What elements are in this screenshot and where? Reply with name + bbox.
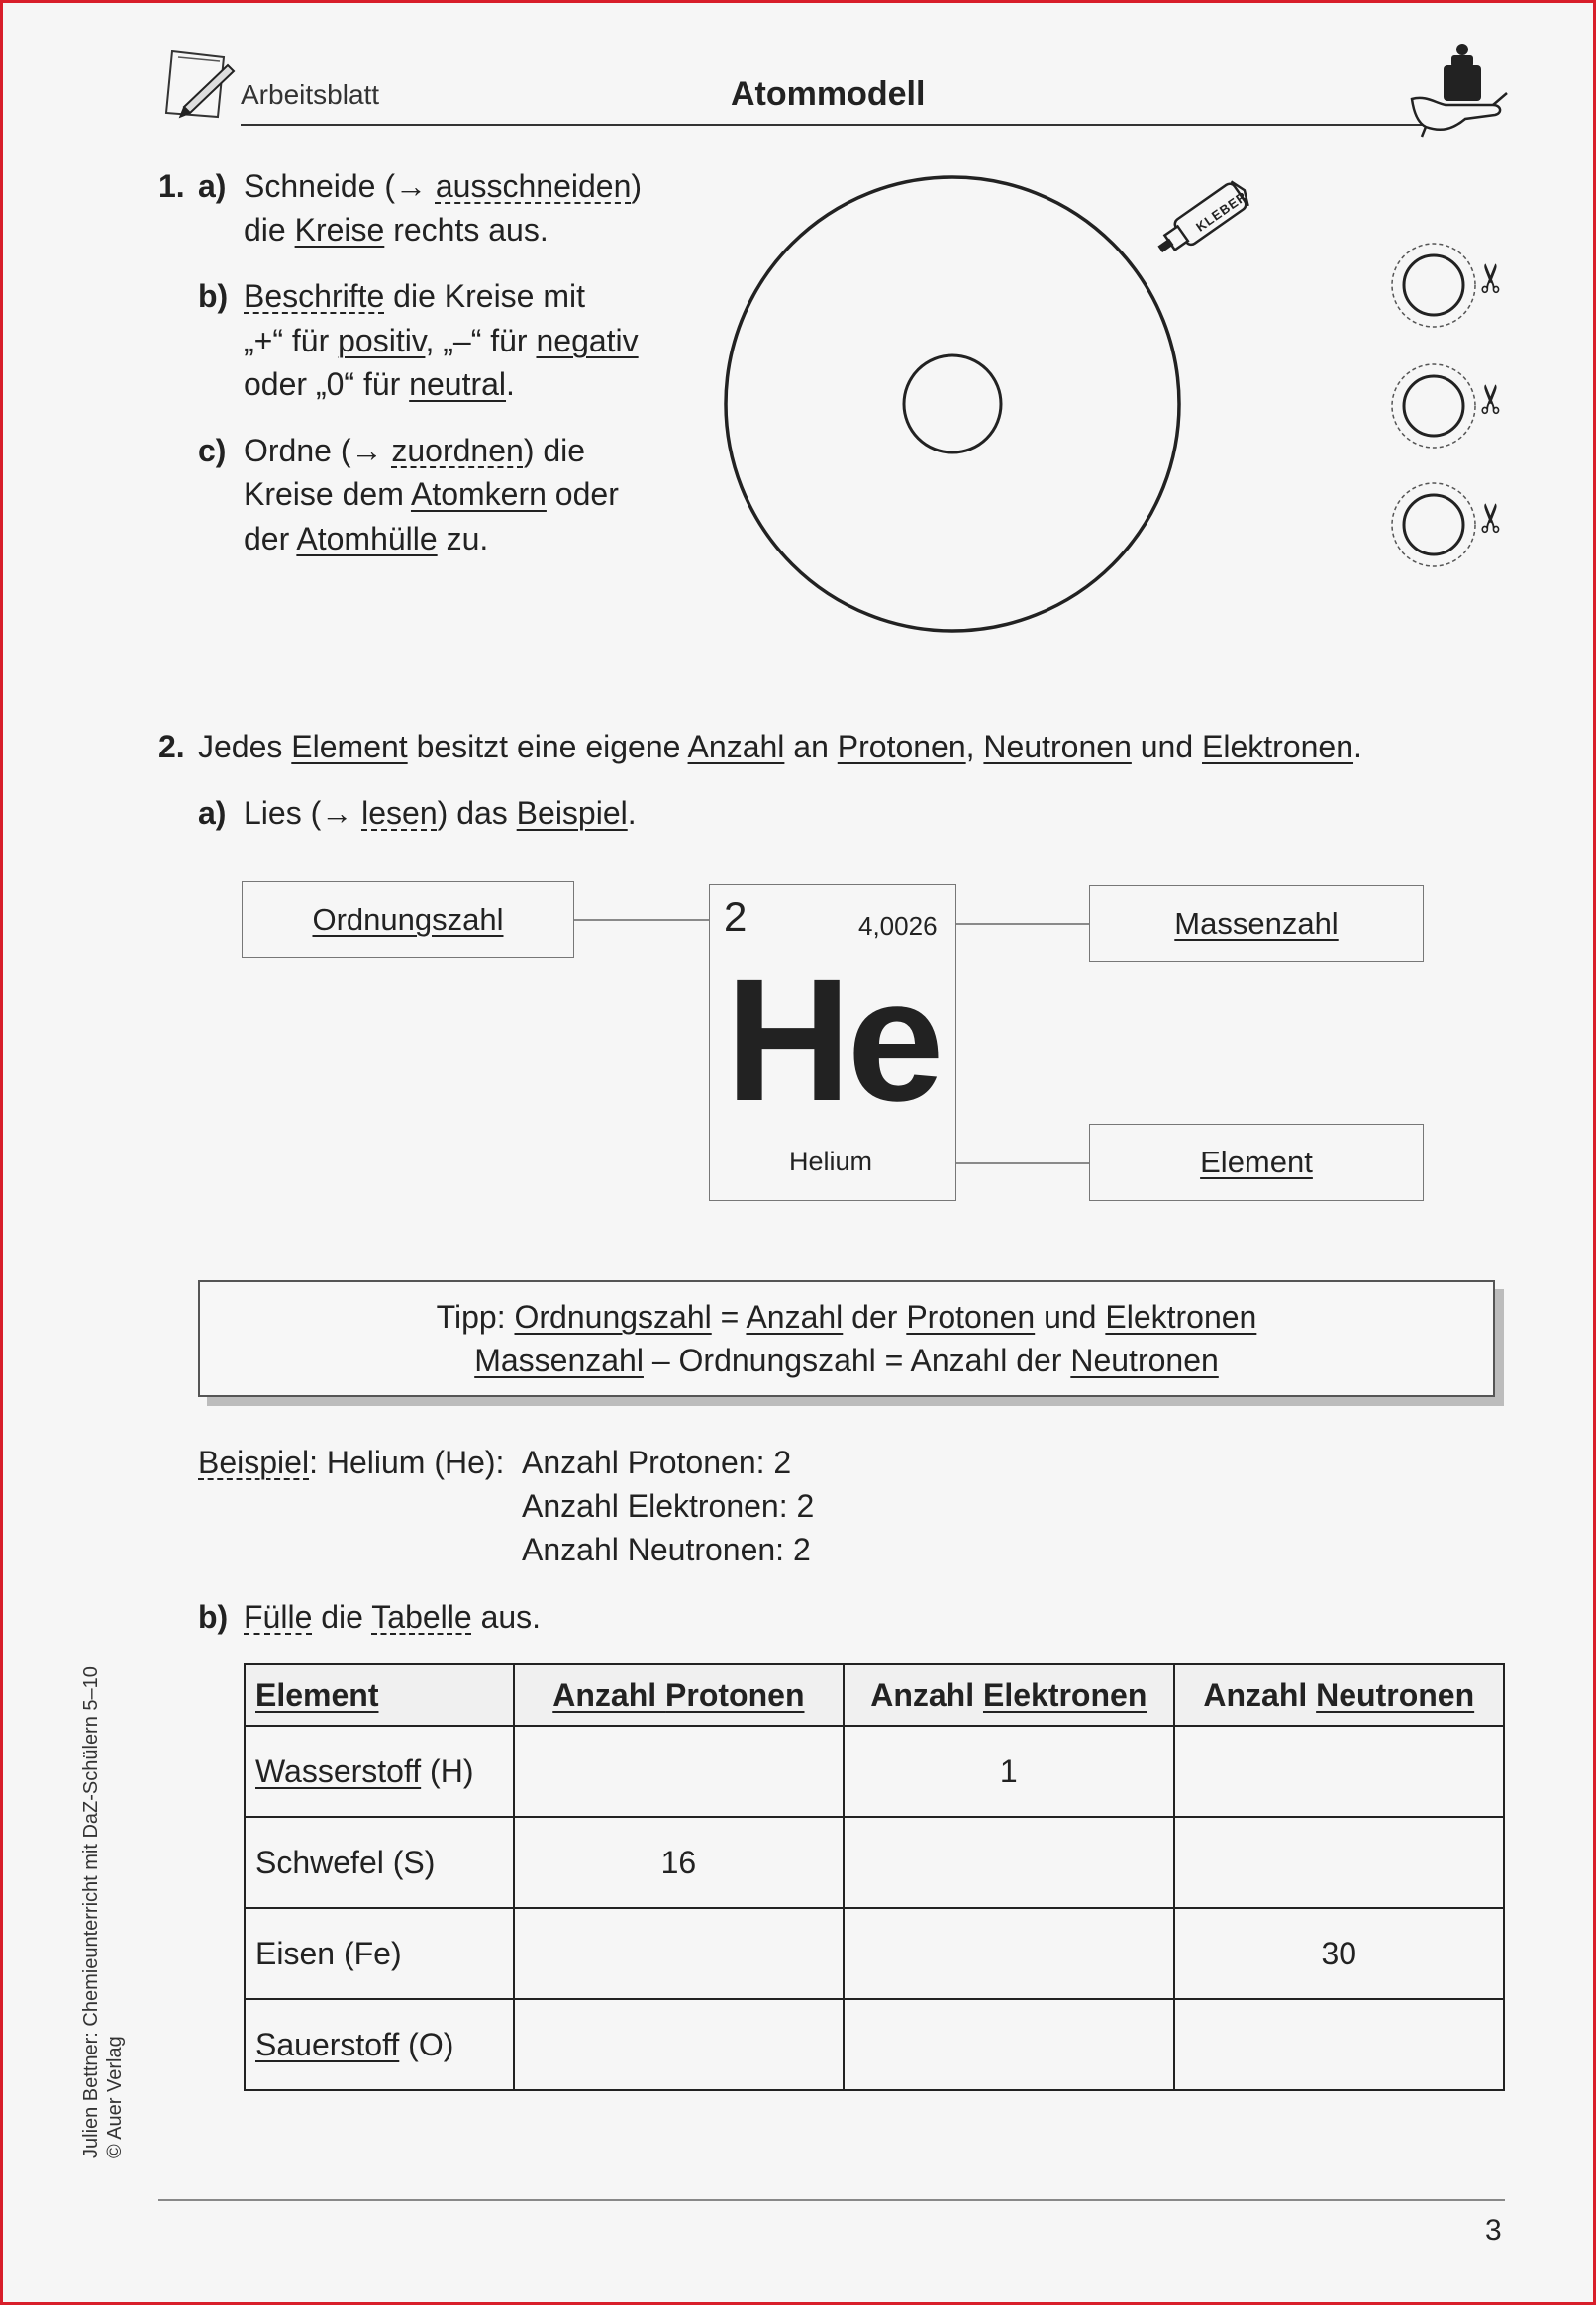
- task-1b-line-1: Beschrifte die Kreise mit: [244, 278, 586, 314]
- example-label: Beispiel: Helium (He):: [198, 1445, 505, 1480]
- footer-rule: [158, 2199, 1505, 2201]
- page-title: Atommodell: [731, 75, 926, 113]
- example-line: Anzahl Protonen: 2: [522, 1445, 792, 1480]
- label-ordnungszahl: Ordnungszahl: [242, 881, 574, 958]
- task-1c-letter: c): [198, 433, 227, 468]
- scissors-icon: ✂: [1469, 501, 1514, 535]
- cell-electrons: 1: [844, 1726, 1173, 1817]
- cell-element: Wasserstoff (H): [245, 1726, 514, 1817]
- task-1b-letter: b): [198, 278, 229, 314]
- cell-protons: 16: [514, 1817, 844, 1908]
- cell-electrons[interactable]: [844, 1999, 1173, 2090]
- task-1-number: 1.: [158, 168, 185, 204]
- tile-symbol: He: [725, 944, 941, 1138]
- task-1b-line-2: „+“ für positiv, „–“ für negativ: [244, 323, 639, 358]
- cell-protons[interactable]: [514, 1908, 844, 1999]
- cell-neutrons[interactable]: [1174, 1999, 1504, 2090]
- glue-label: KLEBER: [1193, 188, 1250, 235]
- cell-neutrons[interactable]: [1174, 1817, 1504, 1908]
- cell-protons[interactable]: [514, 1726, 844, 1817]
- table-header-protons: Anzahl Protonen: [514, 1664, 844, 1726]
- table-header-element: Element: [245, 1664, 514, 1726]
- cell-element: Schwefel (S): [245, 1817, 514, 1908]
- page-number: 3: [1485, 2214, 1502, 2247]
- task-1c-line-3: der Atomhülle zu.: [244, 521, 489, 556]
- example-line: Anzahl Elektronen: 2: [522, 1488, 815, 1524]
- cell-element: Eisen (Fe): [245, 1908, 514, 1999]
- task-2b-text: Fülle die Tabelle aus.: [244, 1599, 542, 1635]
- cell-neutrons[interactable]: [1174, 1726, 1504, 1817]
- cell-neutrons: 30: [1174, 1908, 1504, 1999]
- label-massenzahl: Massenzahl: [1089, 885, 1424, 962]
- table-row: [245, 1817, 1504, 1908]
- scissors-icon: ✂: [1469, 382, 1514, 416]
- table-header-row: [245, 1664, 1504, 1726]
- task-1c-line-2: Kreise dem Atomkern oder: [244, 476, 619, 512]
- task-1a-line-1: Schneide (→ ausschneiden): [244, 168, 643, 204]
- table-header-electrons: Anzahl Elektronen: [844, 1664, 1173, 1726]
- table-row: [245, 1726, 1504, 1817]
- cell-electrons[interactable]: [844, 1908, 1173, 1999]
- tile-atomic-number: 2: [724, 893, 748, 940]
- task-2a-letter: a): [198, 795, 227, 831]
- example-line: Anzahl Neutronen: 2: [522, 1532, 811, 1567]
- tip-line-1: Tipp: Ordnungszahl = Anzahl der Protonen und Elektronen: [436, 1299, 1257, 1335]
- tile-name: Helium: [789, 1147, 873, 1176]
- task-1a-letter: a): [198, 168, 227, 204]
- task-2b-letter: b): [198, 1599, 229, 1635]
- cell-electrons[interactable]: [844, 1817, 1173, 1908]
- tip-box: [198, 1280, 1495, 1397]
- cell-element: Sauerstoff (O): [245, 1999, 514, 2090]
- credit-line-1: Julien Bettner: Chemieunterricht mit DaZ-Schülern 5–10: [80, 1666, 102, 2158]
- tip-line-2: Massenzahl – Ordnungszahl = Anzahl der Neutronen: [474, 1343, 1219, 1378]
- task-1b-line-3: oder „0“ für neutral.: [244, 366, 515, 402]
- task-1c-line-1: Ordne (→ zuordnen) die: [244, 433, 586, 468]
- table-header-neutrons: Anzahl Neutronen: [1174, 1664, 1504, 1726]
- header-label: Arbeitsblatt: [241, 79, 380, 110]
- element-tile: [709, 884, 956, 1201]
- label-element: Element: [1089, 1124, 1424, 1201]
- table-row: [245, 1999, 1504, 2090]
- element-table: [244, 1663, 1505, 2091]
- credit-line-2: © Auer Verlag: [104, 2036, 126, 2158]
- task-2a-text: Lies (→ lesen) das Beispiel.: [244, 795, 637, 831]
- task-2-number: 2.: [158, 729, 185, 764]
- credit-vertical: [79, 1666, 127, 2158]
- cell-protons[interactable]: [514, 1999, 844, 2090]
- task-1a-line-2: die Kreise rechts aus.: [244, 212, 549, 248]
- table-row: [245, 1908, 1504, 1999]
- task-2-intro: Jedes Element besitzt eine eigene Anzahl an Protonen, Neutronen und Elektronen.: [198, 729, 1362, 764]
- scissors-icon: ✂: [1469, 261, 1514, 295]
- tile-mass: 4,0026: [858, 911, 938, 941]
